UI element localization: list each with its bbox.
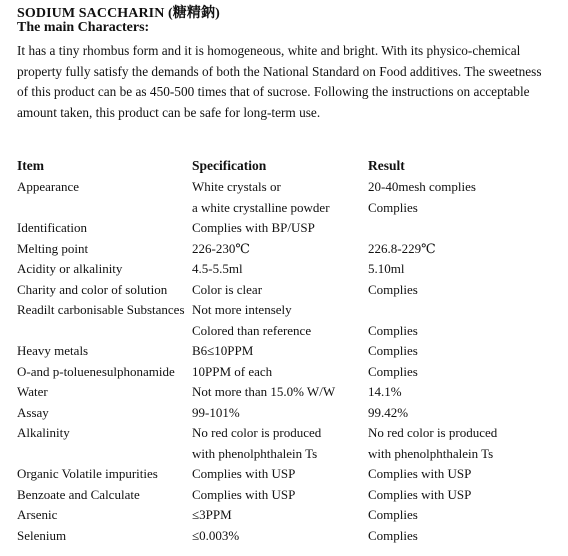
table-row <box>17 423 558 444</box>
cell-specification: 10PPM of each <box>192 363 273 379</box>
table-row <box>17 526 558 547</box>
cell-result: with phenolphthalein Ts <box>368 445 494 461</box>
cell-specification: with phenolphthalein Ts <box>192 445 318 461</box>
cell-specification: Complies with BP/USP <box>192 220 315 236</box>
cell-result: Complies <box>368 281 418 297</box>
cell-specification: ≤0.003% <box>192 527 240 543</box>
table-row <box>17 177 558 198</box>
cell-specification: a white crystalline powder <box>192 199 330 215</box>
cell-item <box>17 444 192 465</box>
cell-item: Benzoate and Calculate <box>17 486 140 502</box>
cell-result: 20-40mesh complies <box>368 179 476 195</box>
cell-specification: Colored than reference <box>192 322 312 338</box>
cell-specification: Not more intensely <box>192 302 292 318</box>
cell-result: 5.10ml <box>368 261 405 277</box>
cell-item: O-and p-toluenesulphonamide <box>17 363 175 379</box>
cell-item <box>17 198 192 219</box>
cell-specification: B6≤10PPM <box>192 343 254 359</box>
cell-item: Charity and color of solution <box>17 281 168 297</box>
cell-result: Complies <box>368 343 418 359</box>
cell-result: Complies with USP <box>368 466 472 482</box>
cell-result: 14.1% <box>368 384 402 400</box>
cell-item <box>17 321 192 342</box>
cell-item: Melting point <box>17 240 89 256</box>
cell-result: Complies <box>368 199 418 215</box>
table-row <box>17 198 558 219</box>
table-row <box>17 239 558 260</box>
specification-table <box>17 155 558 546</box>
table-row <box>17 464 558 485</box>
description-line: amount taken, this product can be safe for long-term use. <box>17 104 321 120</box>
cell-result: Complies <box>368 322 418 338</box>
table-row <box>17 300 558 321</box>
cell-specification: 226-230℃ <box>192 240 250 256</box>
cell-item: Readilt carbonisable Substances <box>17 302 185 318</box>
column-header-specification: Specification <box>192 158 267 173</box>
cell-specification: White crystals or <box>192 179 281 195</box>
cell-result: No red color is produced <box>368 425 498 441</box>
table-header-row <box>17 155 558 177</box>
description-paragraph <box>17 41 565 123</box>
cell-specification: Not more than 15.0% W/W <box>192 384 336 400</box>
table-row <box>17 444 558 465</box>
table-row <box>17 259 558 280</box>
cell-result <box>368 300 558 321</box>
cell-item: Heavy metals <box>17 343 89 359</box>
column-header-result: Result <box>368 158 405 173</box>
cell-specification: Complies with USP <box>192 466 296 482</box>
table-row <box>17 218 558 239</box>
cell-specification: No red color is produced <box>192 425 322 441</box>
table-row <box>17 382 558 403</box>
table-row <box>17 280 558 301</box>
table-row <box>17 321 558 342</box>
cell-result: 226.8-229℃ <box>368 240 436 256</box>
description-line: property fully satisfy the demands of both the National Standard on Food additives. The sweetness <box>17 63 542 79</box>
cell-item: Appearance <box>17 179 80 195</box>
cell-result: Complies <box>368 527 418 543</box>
cell-result: Complies <box>368 363 418 379</box>
cell-result: Complies with USP <box>368 486 472 502</box>
table-row <box>17 403 558 424</box>
cell-item: Identification <box>17 220 88 236</box>
cell-item: Organic Volatile impurities <box>17 466 158 482</box>
section-heading: The main Characters: <box>17 20 150 35</box>
cell-result <box>368 218 558 239</box>
cell-item: Alkalinity <box>17 425 70 441</box>
cell-specification: Color is clear <box>192 281 263 297</box>
table-row <box>17 341 558 362</box>
cell-specification: ≤3PPM <box>192 507 232 523</box>
cell-specification: Complies with USP <box>192 486 296 502</box>
cell-specification: 4.5-5.5ml <box>192 261 243 277</box>
description-line: It has a tiny rhombus form and it is homogeneous, white and bright. With its physico-chemical <box>17 43 521 58</box>
cell-result: 99.42% <box>368 404 409 420</box>
table-row <box>17 505 558 526</box>
cell-result: Complies <box>368 507 418 523</box>
table-row <box>17 485 558 506</box>
column-header-item: Item <box>17 158 44 173</box>
cell-item: Assay <box>17 404 49 420</box>
cell-specification: 99-101% <box>192 404 240 420</box>
table-row <box>17 362 558 383</box>
cell-item: Selenium <box>17 527 67 543</box>
page-title: SODIUM SACCHARIN (糖精鈉) <box>17 6 220 21</box>
cell-item: Water <box>17 384 48 400</box>
cell-item: Arsenic <box>17 507 58 523</box>
cell-item: Acidity or alkalinity <box>17 261 123 277</box>
table-body <box>17 177 558 546</box>
description-line: of this product can be as 450-500 times that of sucrose. Following the instructions on acceptable <box>17 84 530 100</box>
